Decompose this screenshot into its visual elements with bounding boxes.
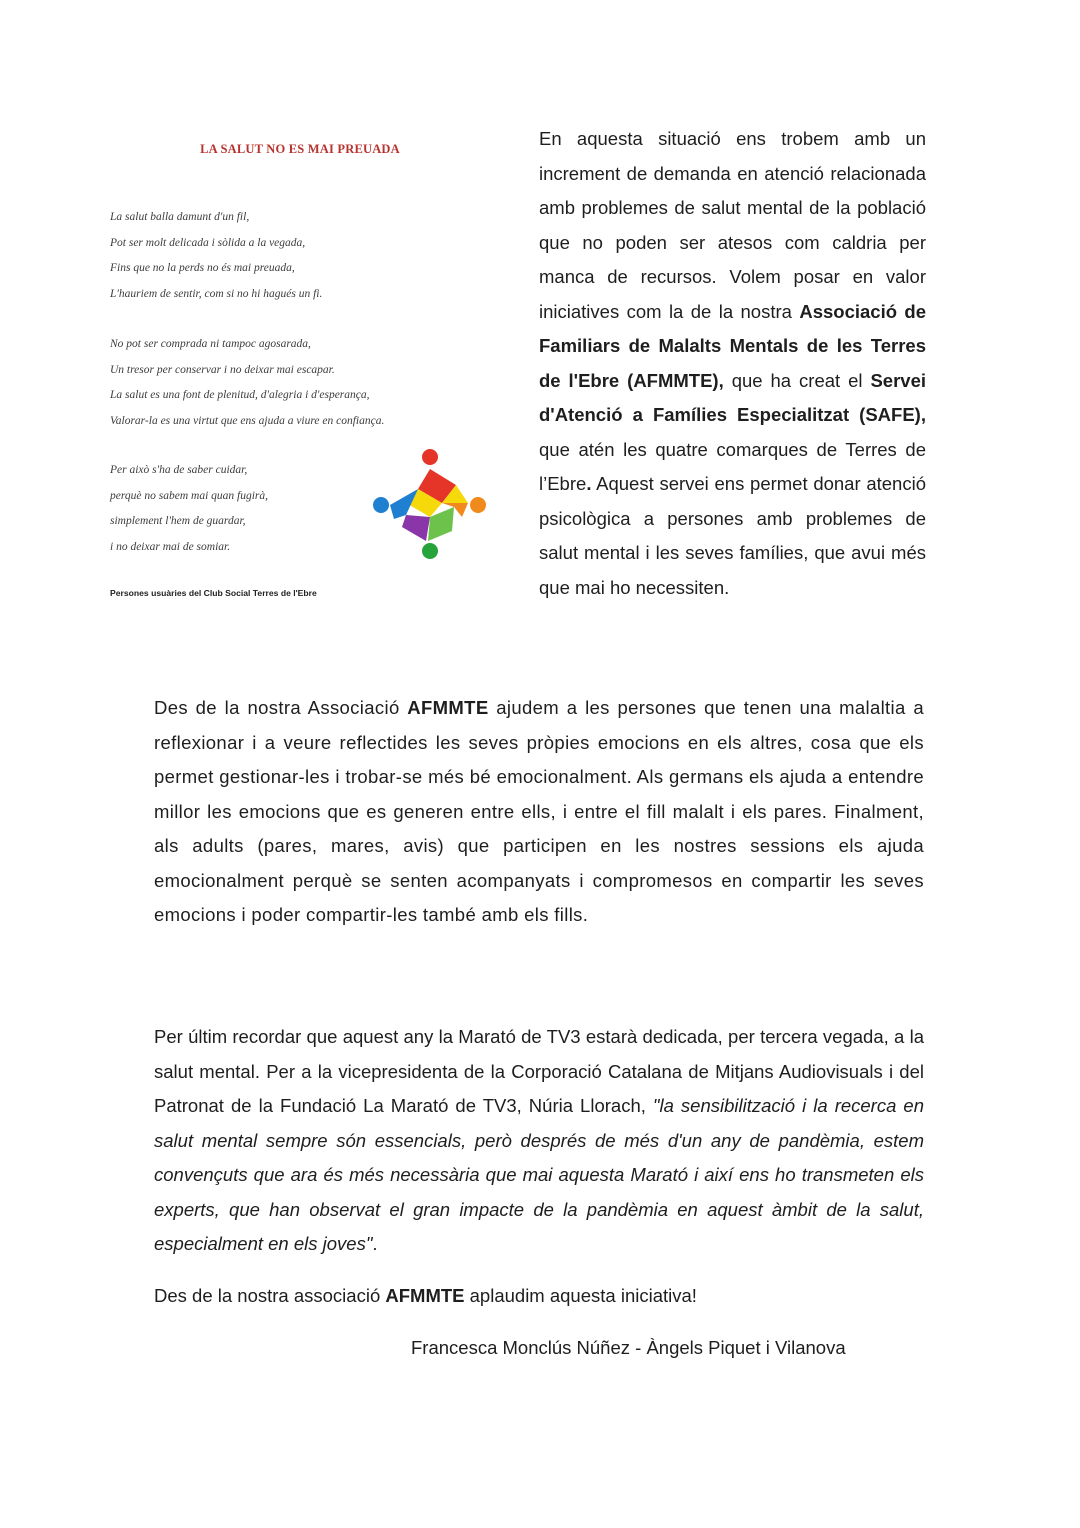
poem-title: LA SALUT NO ES MAI PREUADA bbox=[200, 142, 400, 156]
poem-verse: L'hauriem de sentir, com si no hi hagués un fi. bbox=[110, 287, 323, 300]
association-name: Associació de Familiars de Malalts Mentals de les Terres de l'Ebre (AFMMTE), bbox=[539, 300, 926, 391]
text: aplaudim aquesta iniciativa! bbox=[464, 1285, 697, 1306]
quote: "la sensibilització i la recerca en salut mental sempre són essencials, però després de més d'un any de pandèmia, estem convençuts que ara és més necessària que mai aquesta Marató i així ens ho transmeten els experts, que han observat el gran impacte de la pandèmia en aquest àmbit de la salut, especialment en els joves" bbox=[154, 1095, 924, 1254]
text: Des de la nostra associació bbox=[154, 1285, 386, 1306]
poem-verse: perquè no sabem mai quan fugirà, bbox=[110, 489, 269, 502]
poem-verse: Per això s'ha de saber cuidar, bbox=[110, 464, 248, 476]
afmmte-bold: AFMMTE bbox=[407, 697, 489, 718]
logo-shape-purple bbox=[402, 515, 430, 541]
poem-verse: Fins que no la perds no és mai preuada, bbox=[110, 262, 295, 274]
text-bold: . bbox=[586, 473, 592, 494]
poem-stanza-3 bbox=[110, 458, 268, 560]
poem-credit: Persones usuàries del Club Social Terres de l'Ebre bbox=[110, 588, 317, 598]
poem-stanza-2 bbox=[110, 332, 384, 434]
intro-paragraph bbox=[539, 122, 926, 605]
poem-stanza-1 bbox=[110, 205, 322, 307]
afmmte-bold: AFMMTE bbox=[385, 1285, 465, 1306]
poem-verse: Un tresor per conservar i no deixar mai escapar. bbox=[110, 363, 335, 376]
paragraph-closing bbox=[154, 1279, 924, 1314]
text: Aquest servei ens permet donar atenció psicològica a persones amb problemes de salut mental i les seves famílies, que avui més que mai ho necessiten. bbox=[539, 473, 926, 598]
logo-head-blue bbox=[373, 497, 389, 513]
poem-image bbox=[100, 130, 500, 610]
logo-head-green bbox=[422, 543, 438, 559]
text: ajudem a les persones que tenen una malaltia a reflexionar i a veure reflectides les seves pròpies emocions en els altres, cosa que els permet gestionar-les i trobar-se més bé emocionalment. Als germans els ajuda a entendre millor les emocions que es generen entre ells, i entre el fill malalt i els pares. Finalment, als adults (pares, mares, avis) que participen en les nostres sessions els ajuda emocionalment perquè se senten acompanyats i compromesos en compartir les seves emocions i poder compartir-les també amb els fills. bbox=[154, 697, 924, 925]
poem-verse: La salut balla damunt d'un fil, bbox=[110, 211, 250, 223]
text: Des de la nostra Associació bbox=[154, 697, 408, 718]
colored-people-circle-logo-icon bbox=[372, 445, 488, 561]
text: que ha creat el bbox=[723, 369, 871, 391]
poem-verse: Pot ser molt delicada i sòlida a la vegada, bbox=[110, 236, 306, 249]
logo-head-red bbox=[422, 449, 438, 465]
poem-verse: No pot ser comprada ni tampoc agosarada, bbox=[110, 338, 311, 350]
poem-verse: i no deixar mai de somiar. bbox=[110, 540, 231, 553]
logo-head-orange bbox=[470, 497, 486, 513]
poem-verse: simplement l'hem de guardar, bbox=[110, 515, 246, 527]
service-name: Servei d'Atenció a Famílies Especialitzat (SAFE), bbox=[539, 369, 927, 425]
text: que atén les quatre comarques de Terres de l’Ebre bbox=[539, 438, 926, 494]
text: Per últim recordar que aquest any la Marató de TV3 estarà dedicada, per tercera vegada, a la salut mental. Per a la vicepresidenta de la Corporació Catalana de Mitjans Audiovisuals i del Patronat de la Fundació La Marató de TV3, Núria Llorach, bbox=[154, 1026, 924, 1116]
signature: Francesca Monclús Núñez - Àngels Piquet i Vilanova bbox=[411, 1337, 846, 1358]
text: . bbox=[372, 1233, 378, 1254]
paragraph-afmmte-help bbox=[154, 691, 924, 933]
poem-verse: La salut es una font de plenitud, d'alegria i d'esperança, bbox=[110, 389, 370, 401]
paragraph-marato bbox=[154, 1020, 924, 1262]
poem-verse: Valorar-la es una virtut que ens ajuda a viure en confiança. bbox=[110, 414, 385, 427]
text: En aquesta situació ens trobem amb un increment de demanda en atenció relacionada amb problemes de salut mental de la població que no poden ser atesos com caldria per manca de recursos. Volem posar en valor iniciatives com la de la nostra bbox=[539, 128, 926, 322]
